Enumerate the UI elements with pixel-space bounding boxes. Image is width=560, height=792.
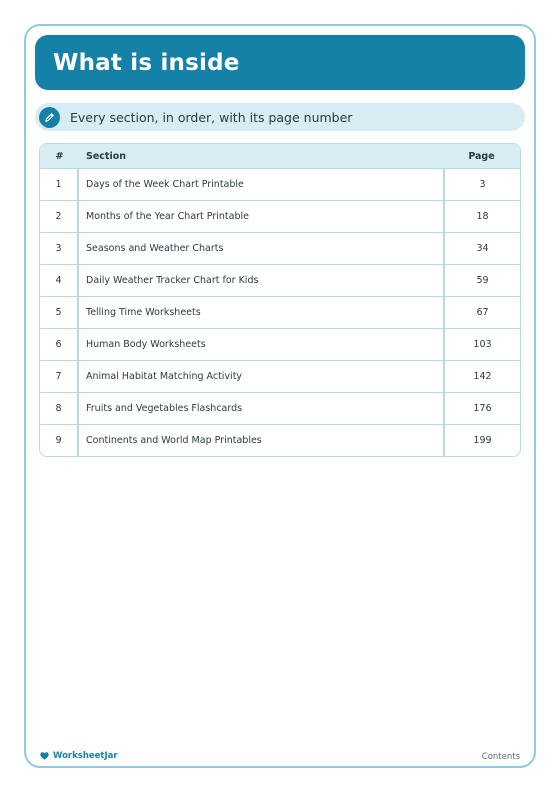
table-row bbox=[40, 424, 520, 456]
table-row bbox=[40, 168, 520, 200]
row-page: 59 bbox=[443, 265, 520, 296]
row-page: 67 bbox=[443, 297, 520, 328]
table-header bbox=[40, 144, 520, 168]
row-number: 8 bbox=[40, 393, 79, 424]
row-page: 34 bbox=[443, 233, 520, 264]
row-section: Fruits and Vegetables Flashcards bbox=[86, 403, 243, 414]
page-title: What is inside bbox=[53, 49, 240, 76]
row-number: 5 bbox=[40, 297, 79, 328]
row-section: Daily Weather Tracker Chart for Kids bbox=[86, 275, 259, 286]
row-section: Continents and World Map Printables bbox=[86, 435, 262, 446]
row-page: 103 bbox=[443, 329, 520, 360]
row-page: 3 bbox=[443, 169, 520, 200]
column-header-section: Section bbox=[86, 150, 127, 162]
footer-section-label: Contents bbox=[481, 752, 520, 762]
footer-brand bbox=[40, 751, 118, 761]
row-section: Human Body Worksheets bbox=[86, 339, 206, 350]
column-header-page: Page bbox=[468, 150, 495, 162]
table-row bbox=[40, 360, 520, 392]
row-number: 2 bbox=[40, 201, 79, 232]
row-section: Days of the Week Chart Printable bbox=[86, 179, 244, 190]
row-number: 9 bbox=[40, 425, 79, 456]
row-number: 6 bbox=[40, 329, 79, 360]
row-number: 4 bbox=[40, 265, 79, 296]
heart-icon bbox=[40, 752, 49, 760]
table-row bbox=[40, 296, 520, 328]
row-section: Seasons and Weather Charts bbox=[86, 243, 224, 254]
row-number: 3 bbox=[40, 233, 79, 264]
row-section: Telling Time Worksheets bbox=[86, 307, 201, 318]
table-row bbox=[40, 328, 520, 360]
row-section: Animal Habitat Matching Activity bbox=[86, 371, 243, 382]
intro-text: Every section, in order, with its page number bbox=[70, 109, 353, 125]
row-number: 1 bbox=[40, 169, 79, 200]
table-row bbox=[40, 200, 520, 232]
row-page: 142 bbox=[443, 361, 520, 392]
pencil-icon bbox=[39, 107, 60, 128]
intro-banner bbox=[35, 103, 525, 131]
brand-name: WorksheetJar bbox=[53, 751, 118, 761]
row-page: 18 bbox=[443, 201, 520, 232]
title-banner bbox=[35, 35, 525, 90]
row-number: 7 bbox=[40, 361, 79, 392]
table-row bbox=[40, 264, 520, 296]
row-section: Months of the Year Chart Printable bbox=[86, 211, 249, 222]
table-row bbox=[40, 392, 520, 424]
row-page: 199 bbox=[443, 425, 520, 456]
column-header-number: # bbox=[55, 150, 64, 162]
row-page: 176 bbox=[443, 393, 520, 424]
contents-table bbox=[39, 143, 521, 457]
table-row bbox=[40, 232, 520, 264]
